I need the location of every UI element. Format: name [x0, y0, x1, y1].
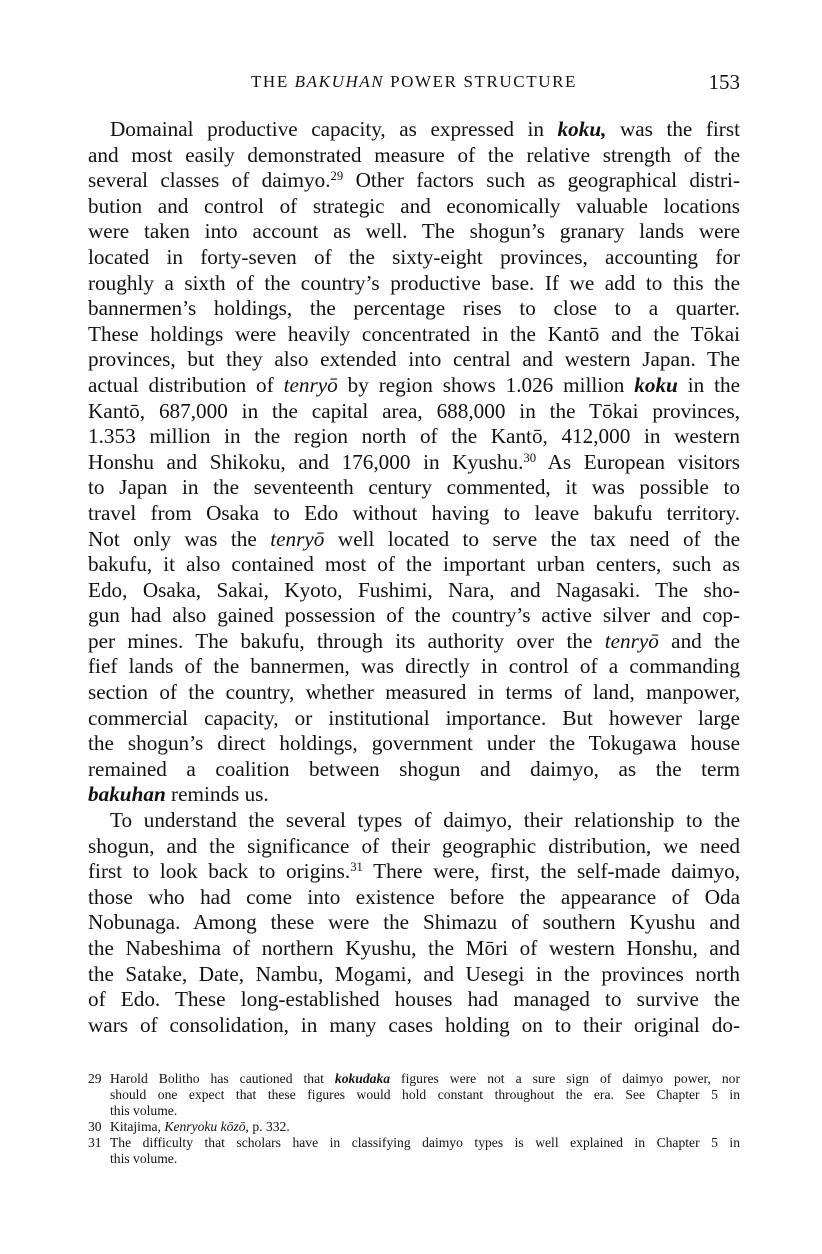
footnotes [88, 1071, 740, 1167]
text-line: were taken into account as well. The shogun’s granary lands were [88, 219, 740, 244]
running-head: THE BAKUHAN POWER STRUCTURE [250, 72, 578, 91]
text-line: Domainal productive capacity, as expressed in koku, was the first [110, 117, 740, 141]
text-line: those who had come into existence before the appearance of Oda [88, 884, 740, 909]
footnote-line: Harold Bolitho has cautioned that kokudaka figures were not a sure sign of daimyo power, nor [110, 1071, 740, 1086]
text-line: travel from Osaka to Edo without having to leave bakufu territory. [88, 500, 740, 525]
text-line: provinces, but they also extended into central and western Japan. The [88, 347, 740, 372]
text-line: Nobunaga. Among these were the Shimazu of southern Kyushu and [88, 910, 740, 935]
text-line: and most easily demonstrated measure of the relative strength of the [88, 142, 740, 167]
text-line: the shogun’s direct holdings, government under the Tokugawa house [88, 731, 740, 756]
footnote-line: this volume. [110, 1151, 178, 1166]
footnote-ref[interactable]: 29 [330, 169, 344, 184]
footnote-ref[interactable]: 31 [350, 860, 363, 875]
text-line: These holdings were heavily concentrated in the Kantō and the Tōkai [88, 321, 740, 346]
footnote-number: 29 [88, 1071, 102, 1086]
body-text [88, 117, 740, 1038]
text-line: Edo, Osaka, Sakai, Kyoto, Fushimi, Nara, and Nagasaki. The sho- [88, 577, 740, 602]
text-line: bution and control of strategic and economically valuable locations [88, 193, 740, 218]
footnote-line: The difficulty that scholars have in classifying daimyo types is well explained in Chapter 5 in [110, 1135, 740, 1150]
footnote-ref[interactable]: 30 [523, 450, 537, 465]
text-line: bannermen’s holdings, the percentage rises to close to a quarter. [88, 296, 740, 321]
footnote-29 [88, 1071, 740, 1119]
footnote-line: should one expect that these figures would hold constant throughout the era. See Chapter 5 in [110, 1087, 740, 1102]
text-line: Kantō, 687,000 in the capital area, 688,000 in the Tōkai provinces, [88, 398, 740, 423]
text-line: located in forty-seven of the sixty-eight provinces, accounting for [88, 244, 740, 269]
text-line: the Nabeshima of northern Kyushu, the Mōri of western Honshu, and [88, 936, 740, 960]
text-line: Honshu and Shikoku, and 176,000 in Kyushu.$^{30}$ As European visitors [88, 449, 740, 474]
text-line: actual distribution of tenryō by region shows 1.026 million koku in the [88, 372, 740, 397]
text-line: 1.353 million in the region north of the Kantō, 412,000 in western [88, 424, 740, 449]
text-line: commercial capacity, or institutional importance. But however large [88, 705, 740, 730]
footnote-number: 31 [88, 1135, 102, 1150]
text-line: Not only was the tenryō well located to serve the tax need of the [88, 526, 740, 551]
page-header [88, 70, 740, 100]
footnote-line: this volume. [110, 1103, 178, 1118]
text-line: bakuhan reminds us. [88, 782, 269, 807]
text-line: wars of consolidation, in many cases holding on to their original do- [88, 1012, 740, 1037]
text-line: roughly a sixth of the country’s productive base. If we add to this the [88, 270, 740, 295]
text-line: of Edo. These long-established houses had managed to survive the [88, 987, 740, 1012]
text-line: section of the country, whether measured in terms of land, manpower, [88, 680, 740, 705]
footnote-number: 30 [88, 1119, 102, 1134]
footnote-line: Kitajima, Kenryoku kōzō, p. 332. [110, 1119, 290, 1134]
text-line: several classes of daimyo.$^{29}$ Other factors such as geographical distri- [88, 168, 740, 193]
text-line: bakufu, it also contained most of the important urban centers, such as [88, 552, 740, 577]
text-line: to Japan in the seventeenth century commented, it was possible to [88, 475, 740, 500]
text-line: the Satake, Date, Nambu, Mogami, and Uesegi in the provinces north [88, 961, 740, 986]
text-line: per mines. The bakufu, through its authority over the tenryō and the [88, 628, 740, 653]
text-line: fief lands of the bannermen, was directly in control of a commanding [88, 654, 740, 679]
text-line: To understand the several types of daimyo, their relationship to the [110, 808, 740, 833]
page-number: 153 [708, 70, 740, 94]
text-line: first to look back to origins.$^{31}$ There were, first, the self-made daimyo, [88, 859, 741, 884]
footnote-30 [88, 1119, 740, 1135]
footnote-31 [88, 1135, 740, 1167]
text-line: remained a coalition between shogun and daimyo, as the term [88, 756, 740, 781]
text-line: gun had also gained possession of the country’s active silver and cop- [88, 603, 740, 628]
text-line: shogun, and the significance of their geographic distribution, we need [88, 833, 740, 858]
